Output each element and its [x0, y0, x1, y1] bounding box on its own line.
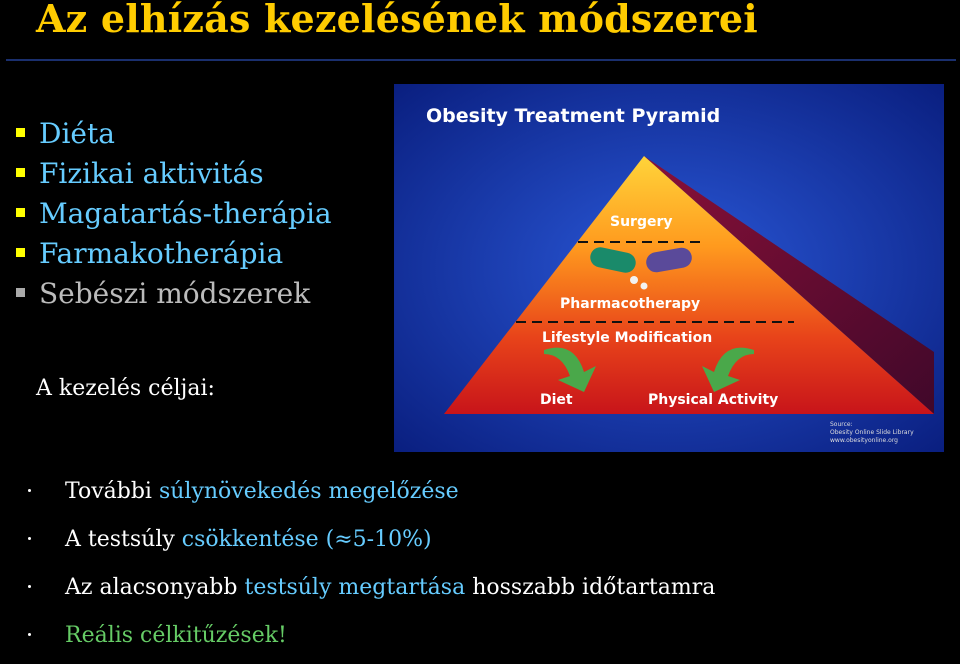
dot-bullet-icon [28, 489, 31, 492]
physical-activity-label: Physical Activity [648, 392, 779, 408]
lifestyle-label: Lifestyle Modification [542, 330, 713, 346]
treatment-label: Farmakotherápia [39, 237, 284, 270]
treatment-label: Magatartás-therápia [39, 197, 332, 230]
goal-highlight: csökkentése (≈5-10%) [181, 527, 432, 552]
list-item [16, 234, 332, 274]
treatment-list [16, 114, 332, 314]
pyramid-graphic [394, 84, 944, 452]
goal-text: hosszabb időtartamra [465, 575, 716, 600]
goal-highlight: testsúly megtartása [244, 575, 466, 600]
goal-text: További [65, 479, 159, 504]
surgery-label: Surgery [610, 214, 673, 230]
list-item [16, 114, 332, 154]
dot-bullet-icon [28, 537, 31, 540]
dot-bullet-icon [28, 633, 31, 636]
square-bullet-icon [16, 168, 25, 177]
title-divider [6, 59, 956, 61]
source-text: Source: [830, 421, 853, 428]
square-bullet-icon [16, 208, 25, 217]
figure-title: Obesity Treatment Pyramid [426, 105, 721, 127]
goal-item [28, 568, 715, 616]
list-item [16, 194, 332, 234]
goal-item [28, 472, 715, 520]
source-text: www.obesityonline.org [830, 437, 898, 444]
goal-highlight: súlynövekedés megelőzése [158, 479, 459, 504]
goal-highlight: Reális célkitűzések! [65, 623, 287, 648]
goal-text: Az alacsonyabb [65, 575, 245, 600]
treatment-label: Sebészi módszerek [39, 277, 311, 310]
pharmacotherapy-label: Pharmacotherapy [560, 296, 701, 312]
slide-title: Az elhízás kezelésének módszerei [36, 0, 758, 41]
square-bullet-icon [16, 288, 25, 297]
square-bullet-icon [16, 248, 25, 257]
goals-list [28, 472, 715, 664]
obesity-pyramid-figure [394, 84, 944, 452]
goals-heading: A kezelés céljai: [36, 376, 215, 401]
square-bullet-icon [16, 128, 25, 137]
list-item [16, 154, 332, 194]
treatment-label: Fizikai aktivitás [39, 157, 264, 190]
treatment-label: Diéta [39, 117, 115, 150]
goal-item [28, 616, 715, 664]
goal-text: A testsúly [65, 527, 182, 552]
source-text: Obesity Online Slide Library [830, 429, 914, 436]
dot-bullet-icon [28, 585, 31, 588]
list-item [16, 274, 332, 314]
diet-label: Diet [540, 392, 573, 408]
goal-item [28, 520, 715, 568]
